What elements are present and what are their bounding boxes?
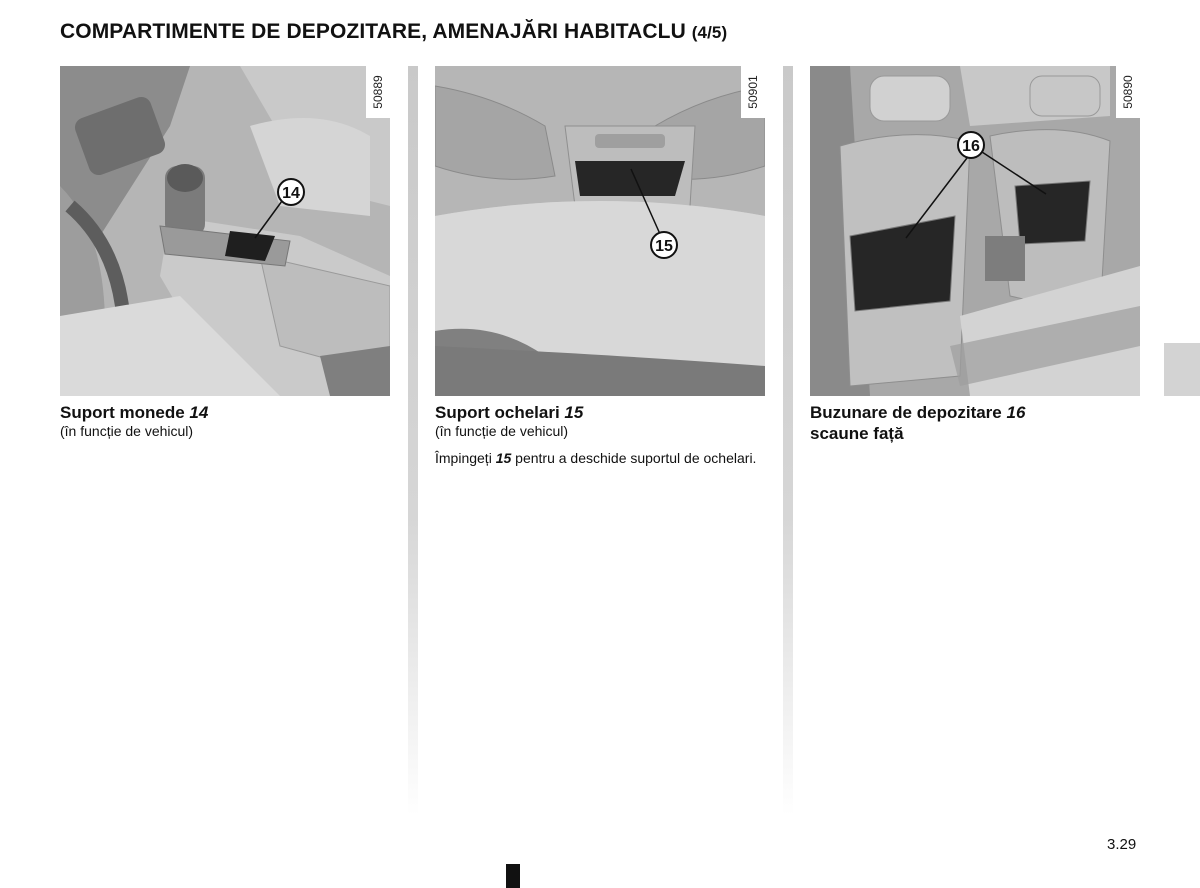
page-part-indicator: (4/5) xyxy=(691,23,728,42)
caption-title-line2: scaune față xyxy=(810,424,904,443)
caption-title: Suport monede 14 xyxy=(60,403,209,422)
caption-body-text: Împingeți 15 pentru a deschide suportul de ochelari. xyxy=(435,450,757,466)
glasses-holder-illustration xyxy=(435,66,765,396)
caption-title: Suport ochelari 15 xyxy=(435,403,584,422)
seat-pockets-illustration xyxy=(810,66,1140,396)
figure-coin-holder xyxy=(60,66,390,396)
figure-code: 50901 xyxy=(741,66,765,118)
figure-code: 50889 xyxy=(366,66,390,118)
caption-glasses-holder xyxy=(435,402,767,468)
caption-note: (în funcție de vehicul) xyxy=(60,423,194,439)
crop-mark xyxy=(506,864,520,888)
page-title xyxy=(60,20,727,44)
chapter-tab xyxy=(1164,343,1200,396)
figure-code: 50890 xyxy=(1116,66,1140,118)
caption-coin-holder xyxy=(60,402,392,440)
callout-14: 14 xyxy=(282,185,300,202)
column-divider xyxy=(783,66,793,816)
callout-16: 16 xyxy=(962,138,980,155)
figure-seat-pockets xyxy=(810,66,1140,396)
page-number: 3.29 xyxy=(1107,836,1137,853)
coin-holder-illustration xyxy=(60,66,390,396)
page-title-text: COMPARTIMENTE DE DEPOZITARE, AMENAJĂRI HABITACLU xyxy=(60,20,686,43)
caption-title: Buzunare de depozitare 16 xyxy=(810,403,1026,422)
column-divider xyxy=(408,66,418,816)
callout-15: 15 xyxy=(655,238,673,255)
figure-glasses-holder xyxy=(435,66,765,396)
caption-note: (în funcție de vehicul) xyxy=(435,423,569,439)
caption-seat-pockets xyxy=(810,402,1142,444)
